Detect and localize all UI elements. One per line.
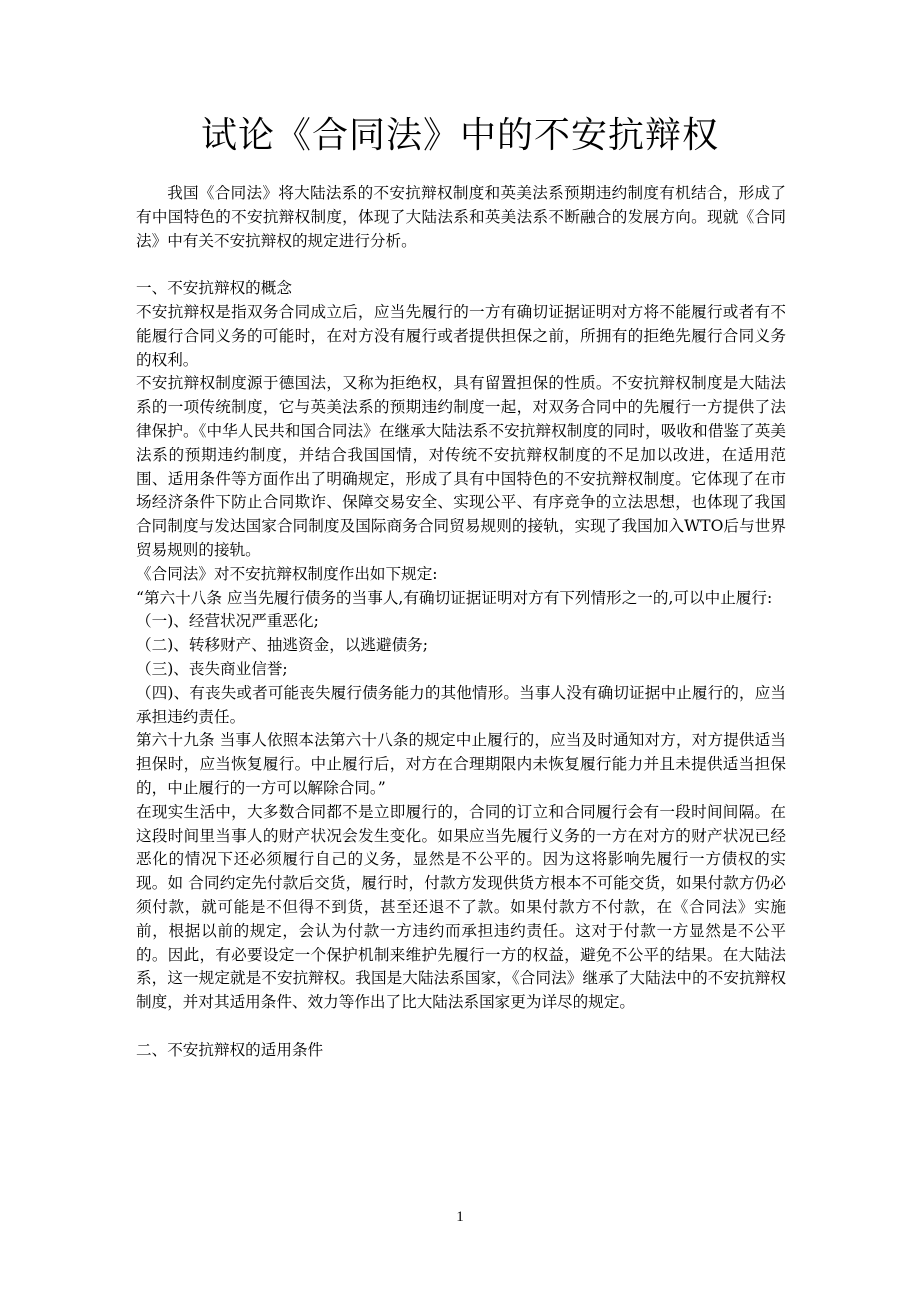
article-68-item-2: （二)、转移财产、抽逃资金，以逃避债务; bbox=[136, 636, 429, 655]
document-body bbox=[136, 182, 786, 1062]
section-heading-concept: 一、不安抗辩权的概念 bbox=[136, 279, 292, 298]
article-68-item-1: （一)、经营状况严重恶化; bbox=[136, 612, 319, 631]
analysis-paragraph: 在现实生活中，大多数合同都不是立即履行的，合同的订立和合同履行会有一段时间间隔。在这段时间里当事人的财产状况会发生变化。如果应当先履行义务的一方在对方的财产状况已经恶化的情况下还必须履行自己的义务，显然是不公平的。因为这将影响先履行一方债权的实现。如 合同约定先付款后交货，履行时，付款方发现供货方根本不可能交货，如果付款方仍必须付款，就可能是不但得不到货，甚至还退不了款。如果付款方不付款，在《合同法》实施前，根据以前的规定，会认为付款一方违约而承担违约责任。这对于付款一方显然是不公平的。因此，有必要设定一个保护机制来维护先履行一方的权益，避免不公平的结果。在大陆法系，这一规定就是不安抗辩权。我国是大陆法系国家，《合同法》继承了大陆法中的不安抗辩权制度，并对其适用条件、效力等作出了比大陆法系国家更为详尽的规定。 bbox=[136, 802, 786, 1012]
article-68-item-4: （四)、有丧失或者可能丧失履行债务能力的其他情形。当事人没有确切证据中止履行的，应当承担违约责任。 bbox=[136, 683, 786, 726]
article-68-item-3: （三)、丧失商业信誉; bbox=[136, 659, 288, 678]
provision-intro: 《合同法》对不安抗辩权制度作出如下规定: bbox=[136, 564, 438, 583]
section-heading-conditions: 二、不安抗辩权的适用条件 bbox=[136, 1040, 324, 1059]
page-number: 1 bbox=[456, 1209, 464, 1225]
paragraph-spacer bbox=[136, 1015, 786, 1039]
definition-paragraph: 不安抗辩权是指双务合同成立后，应当先履行的一方有确切证据证明对方将不能履行或者有不能履行合同义务的可能时，在对方没有履行或者提供担保之前，所拥有的拒绝先履行合同义务的权利。 bbox=[136, 302, 786, 369]
document-title: 试论《合同法》中的不安抗辩权 bbox=[200, 115, 719, 156]
paragraph-spacer bbox=[136, 253, 786, 277]
article-69-paragraph: 第六十九条 当事人依照本法第六十八条的规定中止履行的，应当及时通知对方，对方提供适当担保时，应当恢复履行。中止履行后，对方在合理期限内未恢复履行能力并且未提供适当担保的，中止履行的一方可以解除合同。” bbox=[136, 731, 786, 797]
origin-paragraph: 不安抗辩权制度源于德国法，又称为拒绝权，具有留置担保的性质。不安抗辩权制度是大陆法系的一项传统制度，它与英美法系的预期违约制度一起，对双务合同中的先履行一方提供了法律保护。《中华人民共和国合同法》在继承大陆法系不安抗辩权制度的同时，吸收和借鉴了英美法系的预期违约制度，并结合我国国情，对传统不安抗辩权制度的不足加以改进，在适用范围、适用条件等方面作出了明确规定，形成了具有中国特色的不安抗辩权制度。它体现了在市场经济条件下防止合同欺诈、保障交易安全、实现公平、有序竞争的立法思想，也体现了我国合同制度与发达国家合同制度及国际商务合同贸易规则的接轨，实现了我国加入WTO后与世界贸易规则的接轨。 bbox=[136, 374, 786, 559]
intro-paragraph: 我国《合同法》将大陆法系的不安抗辩权制度和英美法系预期违约制度有机结合，形成了有中国特色的不安抗辩权制度，体现了大陆法系和英美法系不断融合的发展方向。现就《合同法》中有关不安抗辩权的规定进行分析。 bbox=[136, 184, 786, 250]
article-68-paragraph: “第六十八条 应当先履行债务的当事人,有确切证据证明对方有下列情形之一的,可以中止履行: bbox=[136, 588, 773, 607]
